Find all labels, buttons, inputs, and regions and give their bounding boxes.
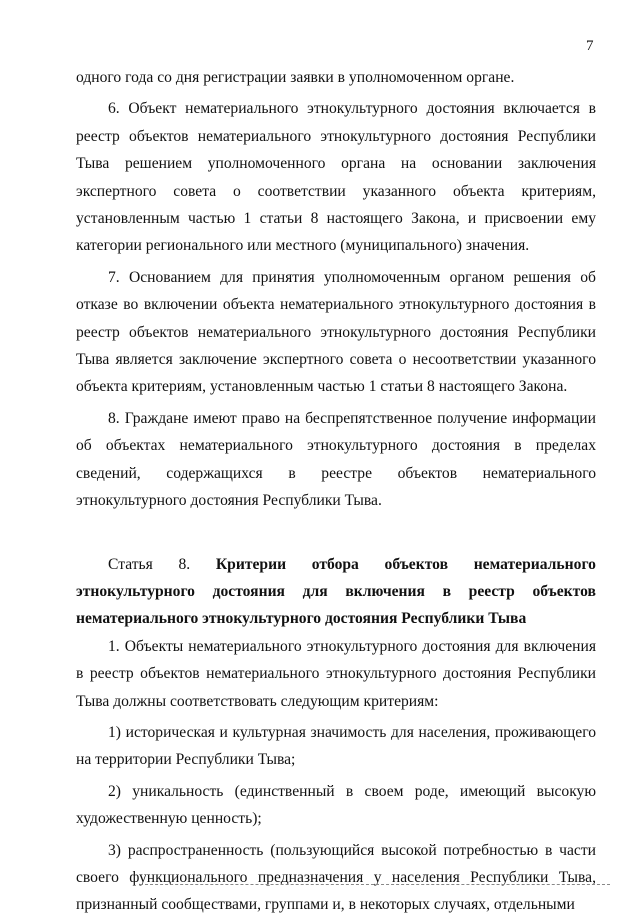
article-word: нематериального	[473, 555, 596, 573]
article-word: Статья	[108, 555, 153, 573]
paragraph: 7. Основанием для принятия уполномоченным органом решения об отказе во включении объекта нематериального этнокультурного достояния в реестр объектов нематериального этнокультурного достояния Республики Тыва является заключение экспертного совета о несоответствии указанного объекта критериям, установленным частью 1 статьи 8 настоящего Закона.	[76, 268, 596, 396]
list-item: 3) распространенность (пользующийся высокой потребностью в части своего функционального предназначения у населения Республики Тыва, признанный сообществами, группами и, в некоторых случаях, отдельными	[76, 841, 596, 914]
article-word: отбора	[311, 555, 359, 573]
page-bottom-rule	[140, 884, 610, 885]
article-word: 8.	[178, 555, 191, 573]
article-heading-line	[76, 551, 596, 578]
article-word: в	[442, 582, 452, 600]
article-word: объектов	[384, 555, 449, 573]
article-word: реестр	[468, 582, 515, 600]
article-heading-line	[76, 578, 596, 605]
article-heading	[76, 551, 596, 633]
paragraph: 8. Граждане имеют право на беспрепятственное получение информации об объектах нематериального этнокультурного достояния в пределах сведений, содержащихся в реестре объектов нематериального этнокультурного достояния Республики Тыва.	[76, 409, 596, 510]
article-heading-line: нематериального этнокультурного достояния Республики Тыва	[76, 610, 527, 628]
article-word: объектов	[532, 582, 596, 600]
article-word: включения	[345, 582, 425, 600]
list-item: 2) уникальность (единственный в своем роде, имеющий высокую художественную ценность);	[76, 782, 596, 828]
paragraph: 1. Объекты нематериального этнокультурного достояния для включения в реестр объектов нематериального этнокультурного достояния Республики Тыва должны соответствовать следующим критериям:	[76, 637, 596, 710]
article-word: Критерии	[215, 555, 287, 573]
document-body	[76, 64, 596, 919]
page-number: 7	[586, 38, 594, 54]
article-word: этнокультурного	[76, 582, 195, 600]
list-item: 1) историческая и культурная значимость для населения, проживающего на территории Республики Тыва;	[76, 723, 596, 769]
paragraph: 6. Объект нематериального этнокультурного достояния включается в реестр объектов нематериального этнокультурного достояния Республики Тыва решением уполномоченного органа на основании заключения экспертного совета о соответствии указанного объекта критериям, установленным частью 1 статьи 8 настоящего Закона, и присвоении ему категории регионального или местного (муниципального) значения.	[76, 100, 596, 255]
article-word: достояния	[212, 582, 285, 600]
paragraph: одного года со дня регистрации заявки в уполномоченном органе.	[76, 69, 515, 86]
article-word: для	[302, 582, 328, 600]
